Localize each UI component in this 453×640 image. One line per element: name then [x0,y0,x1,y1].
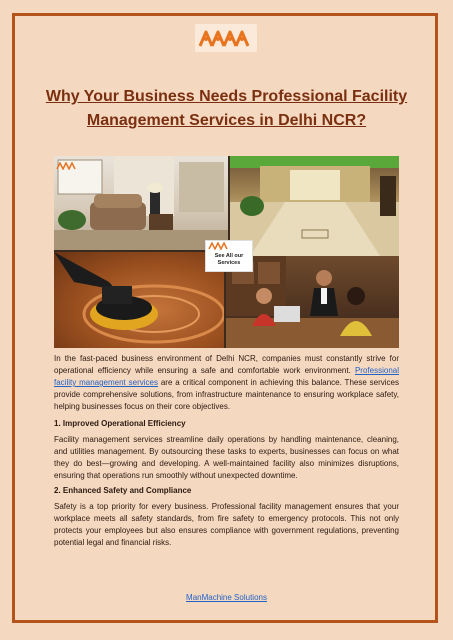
living-room-photo [54,156,228,250]
badge-logo-icon [208,242,230,250]
section-2-text: Safety is a top priority for every business. Professional facility management ensures that your workplace meets all safety standards, from fire safety to emergency protocols. This not only protects your employees but also ensures compliance with government regulations, preventing potential legal and financial risks. [54,502,399,547]
company-logo [195,24,257,52]
services-collage-image [54,156,399,348]
see-all-services-badge[interactable] [205,240,253,272]
collage-logo [56,157,78,175]
section-1-text: Facility management services streamline daily operations by handling maintenance, cleaning, and utilities management. By outsourcing these tasks to experts, businesses can focus on what they do best—growing and developing. A well-maintained facility also minimizes disruptions, ensuring that operations run smoothly without unexpected downtime. [54,435,399,480]
badge-line-1: See All our [214,253,244,259]
floor-polisher-photo [54,252,224,348]
section-2-heading: 2. Enhanced Safety and Compliance [54,486,192,495]
intro-paragraph [54,353,399,413]
badge-line-2: Services [217,260,241,266]
lobby-photo [230,156,399,256]
footer-company-link[interactable]: ManMachine Solutions [186,593,267,602]
facility-management-link[interactable]: Professional facility management services [54,366,399,387]
page-title[interactable]: Why Your Business Needs Professional Facility Management Services in Delhi NCR? [45,88,408,129]
intro-text-start: In the fast-paced business environment of Delhi NCR, companies must constantly strive for operational efficiency while ensuring a safe and comfortable work environment. [54,354,399,375]
intro-text-end: are a critical component in achieving this balance. These services provide comprehensive solutions, from infrastructure maintenance to ensuring workplace safety, helping businesses focus on their core objectives. [54,378,399,411]
section-1-heading: 1. Improved Operational Efficiency [54,419,186,428]
